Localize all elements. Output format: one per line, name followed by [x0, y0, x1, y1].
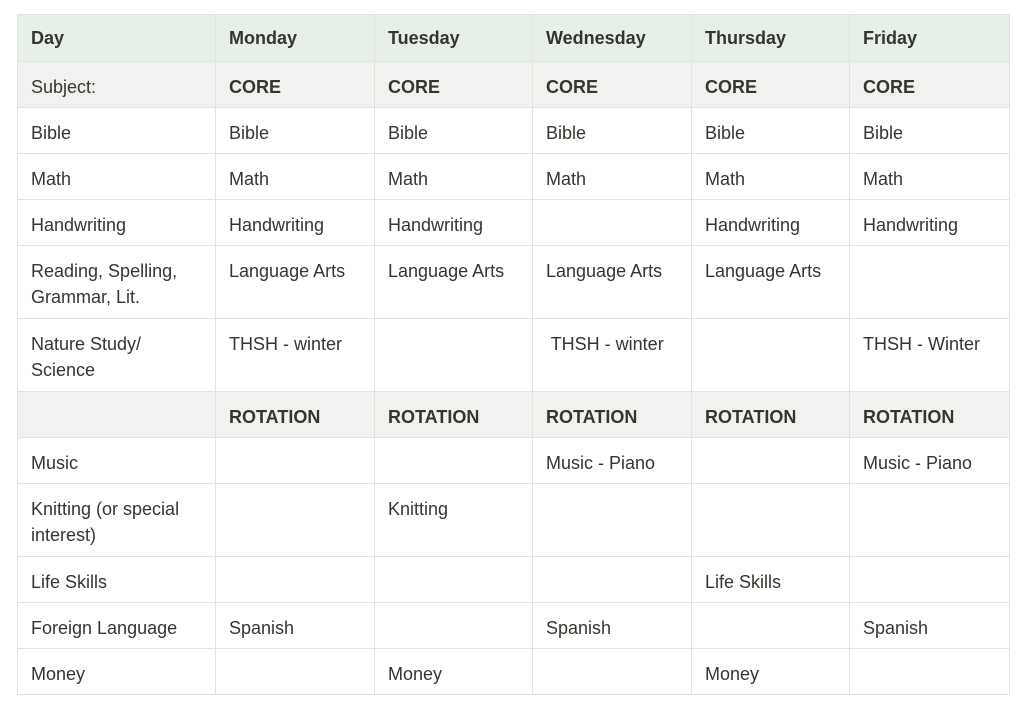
table-row-life-skills — [18, 557, 1010, 603]
table-cell: Handwriting — [375, 200, 533, 246]
table-cell — [850, 557, 1010, 603]
table-cell — [375, 319, 533, 392]
table-cell — [692, 319, 850, 392]
table-row-music — [18, 438, 1010, 484]
table-cell: Language Arts — [692, 246, 850, 319]
subject-cell: Money — [18, 649, 216, 695]
header-row — [18, 15, 1010, 62]
section-row-rotation — [18, 392, 1010, 438]
table-cell — [533, 557, 692, 603]
table-cell: Spanish — [216, 603, 375, 649]
table-cell — [216, 649, 375, 695]
table-cell — [533, 200, 692, 246]
category-cell: CORE — [533, 62, 692, 108]
header-wednesday: Wednesday — [533, 15, 692, 62]
subject-label-cell: Subject: — [18, 62, 216, 108]
table-cell — [533, 649, 692, 695]
category-cell: CORE — [216, 62, 375, 108]
table-row-handwriting — [18, 200, 1010, 246]
table-cell: THSH - winter — [533, 319, 692, 392]
subject-cell: Handwriting — [18, 200, 216, 246]
subject-cell: Knitting (or special interest) — [18, 484, 216, 557]
table-cell: Language Arts — [533, 246, 692, 319]
table-cell: Spanish — [850, 603, 1010, 649]
table-row-knitting — [18, 484, 1010, 557]
table-cell — [850, 246, 1010, 319]
table-cell — [375, 557, 533, 603]
table-cell: Math — [216, 154, 375, 200]
table-cell: Bible — [692, 108, 850, 154]
table-cell: THSH - Winter — [850, 319, 1010, 392]
header-thursday: Thursday — [692, 15, 850, 62]
table-cell — [216, 484, 375, 557]
category-cell: ROTATION — [692, 392, 850, 438]
table-row-nature-study — [18, 319, 1010, 392]
category-cell: CORE — [850, 62, 1010, 108]
table-cell: Language Arts — [375, 246, 533, 319]
table-cell: Knitting — [375, 484, 533, 557]
table-cell: Math — [850, 154, 1010, 200]
table-row-money — [18, 649, 1010, 695]
subject-cell: Math — [18, 154, 216, 200]
subject-cell: Reading, Spelling, Grammar, Lit. — [18, 246, 216, 319]
category-cell: ROTATION — [375, 392, 533, 438]
table-cell: Handwriting — [216, 200, 375, 246]
table-cell: Music - Piano — [533, 438, 692, 484]
table-cell — [375, 438, 533, 484]
category-cell: ROTATION — [533, 392, 692, 438]
table-cell — [216, 438, 375, 484]
table-cell — [216, 557, 375, 603]
subject-cell: Nature Study/ Science — [18, 319, 216, 392]
subject-cell: Life Skills — [18, 557, 216, 603]
category-cell: CORE — [375, 62, 533, 108]
table-cell: Money — [375, 649, 533, 695]
subject-cell: Foreign Language — [18, 603, 216, 649]
table-cell — [850, 649, 1010, 695]
subject-cell: Bible — [18, 108, 216, 154]
table-body — [18, 62, 1010, 695]
table-cell: Bible — [850, 108, 1010, 154]
category-cell: ROTATION — [850, 392, 1010, 438]
table-cell — [375, 603, 533, 649]
header-friday: Friday — [850, 15, 1010, 62]
table-cell: Life Skills — [692, 557, 850, 603]
table-cell: Bible — [375, 108, 533, 154]
table-cell: Bible — [533, 108, 692, 154]
subject-label-cell — [18, 392, 216, 438]
table-cell: THSH - winter — [216, 319, 375, 392]
table-cell: Math — [533, 154, 692, 200]
category-cell: CORE — [692, 62, 850, 108]
table-cell — [692, 484, 850, 557]
table-cell — [850, 484, 1010, 557]
header-tuesday: Tuesday — [375, 15, 533, 62]
table-cell — [533, 484, 692, 557]
table-cell: Math — [375, 154, 533, 200]
header-day: Day — [18, 15, 216, 62]
table-row-math — [18, 154, 1010, 200]
header-monday: Monday — [216, 15, 375, 62]
table-cell — [692, 603, 850, 649]
table-cell: Handwriting — [850, 200, 1010, 246]
table-cell: Spanish — [533, 603, 692, 649]
table-cell: Music - Piano — [850, 438, 1010, 484]
category-cell: ROTATION — [216, 392, 375, 438]
weekly-schedule-table — [17, 14, 1010, 695]
table-row-bible — [18, 108, 1010, 154]
table-cell: Language Arts — [216, 246, 375, 319]
table-cell: Bible — [216, 108, 375, 154]
table-cell: Handwriting — [692, 200, 850, 246]
table-cell: Money — [692, 649, 850, 695]
table-header — [18, 15, 1010, 62]
table-row-reading — [18, 246, 1010, 319]
section-row-core — [18, 62, 1010, 108]
table-cell — [692, 438, 850, 484]
subject-cell: Music — [18, 438, 216, 484]
table-row-foreign-language — [18, 603, 1010, 649]
table-cell: Math — [692, 154, 850, 200]
